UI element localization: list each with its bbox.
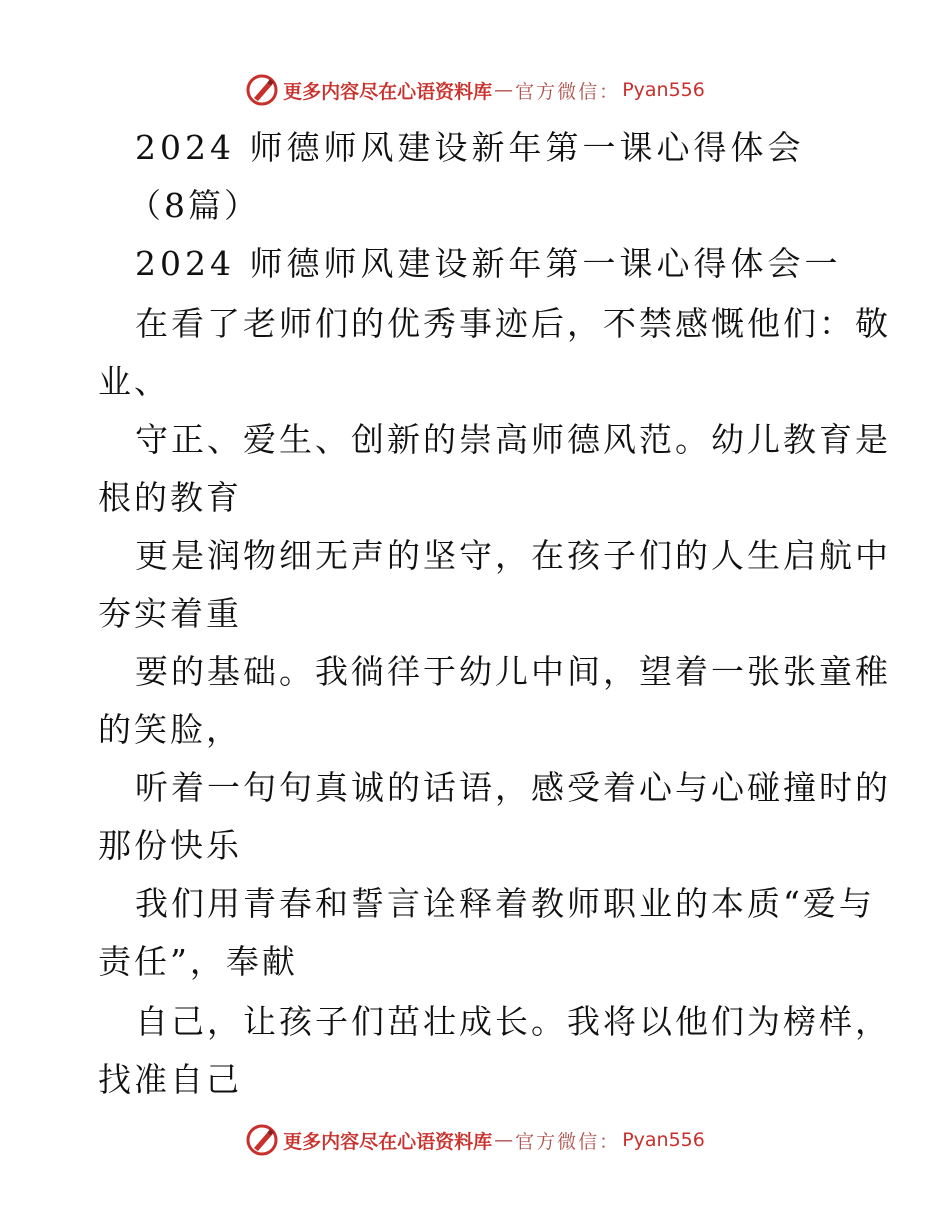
paragraph-line: 责任”，奉献 xyxy=(98,942,298,981)
watermark-official-label: 官方微信： xyxy=(515,80,621,103)
watermark-wechat-id: Pyan556 xyxy=(622,1129,705,1151)
paragraph-line: 守正、爱生、创新的崇高师德风范。幼儿教育是 xyxy=(135,420,891,459)
paragraph-line: 的笑脸， xyxy=(98,710,242,749)
paragraph-line: 找准自己 xyxy=(98,1060,242,1099)
pen-seal-icon xyxy=(245,1123,279,1157)
paragraph-line: 那份快乐 xyxy=(98,826,242,865)
watermark-header xyxy=(0,70,950,110)
watermark-main-text: 更多内容尽在心语资料库 xyxy=(283,1130,493,1153)
watermark-dash: — xyxy=(494,79,514,101)
paragraph-line: 根的教育 xyxy=(98,478,242,517)
paragraph-line: 夯实着重 xyxy=(98,594,242,633)
document-title-count: （8篇） xyxy=(128,186,260,225)
watermark-official-label: 官方微信： xyxy=(515,1130,621,1153)
watermark-main-text: 更多内容尽在心语资料库 xyxy=(283,80,493,103)
watermark-footer xyxy=(0,1120,950,1160)
section-heading: 2024 师德师风建设新年第一课心得体会一 xyxy=(135,244,842,283)
paragraph-line: 要的基础。我徜徉于幼儿中间，望着一张张童稚 xyxy=(135,652,891,691)
document-title: 2024 师德师风建设新年第一课心得体会 xyxy=(135,128,805,167)
paragraph-line: 我们用青春和誓言诠释着教师职业的本质“爱与 xyxy=(135,884,875,923)
paragraph-line: 业、 xyxy=(98,362,170,401)
watermark-dash: — xyxy=(494,1129,514,1151)
paragraph-line: 更是润物细无声的坚守，在孩子们的人生启航中 xyxy=(135,536,891,575)
paragraph-line: 在看了老师们的优秀事迹后，不禁感慨他们：敬 xyxy=(135,304,891,343)
watermark-wechat-id: Pyan556 xyxy=(622,79,705,101)
paragraph-line: 自己，让孩子们茁壮成长。我将以他们为榜样， xyxy=(135,1002,891,1041)
paragraph-line: 听着一句句真诚的话语，感受着心与心碰撞时的 xyxy=(135,768,891,807)
pen-seal-icon xyxy=(245,73,279,107)
